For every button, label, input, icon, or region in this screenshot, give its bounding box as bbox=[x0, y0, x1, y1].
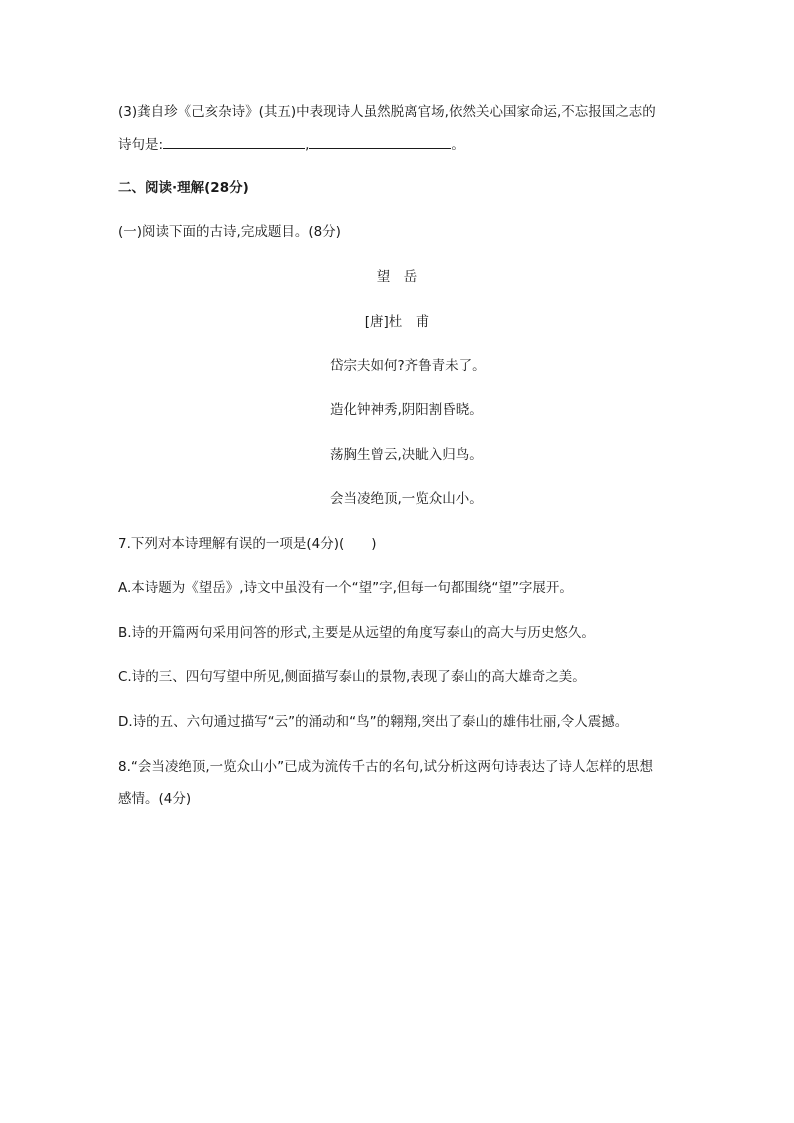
section-2-title: 二、阅读·理解(28分) bbox=[118, 180, 249, 196]
question-7-stem: 7.下列对本诗理解有误的一项是(4分)( ) bbox=[118, 536, 377, 552]
answer-blank-1[interactable] bbox=[163, 134, 305, 149]
part-1-instruction: (一)阅读下面的古诗,完成题目。(8分) bbox=[118, 224, 341, 240]
question-7-option-c[interactable]: C.诗的三、四句写望中所见,侧面描写泰山的景物,表现了泰山的高大雄奇之美。 bbox=[118, 669, 586, 685]
question-3-end: 。 bbox=[451, 137, 465, 153]
question-3-prefix: 诗句是: bbox=[118, 137, 164, 153]
question-3-separator: , bbox=[305, 137, 310, 153]
question-8-line-2: 感情。(4分) bbox=[118, 791, 192, 807]
poem-line-2: 造化钟神秀,阴阳割昏晓。 bbox=[330, 402, 483, 418]
poem-line-4: 会当凌绝顶,一览众山小。 bbox=[330, 491, 483, 507]
question-7-option-b[interactable]: B.诗的开篇两句采用问答的形式,主要是从远望的角度写泰山的高大与历史悠久。 bbox=[118, 625, 595, 641]
question-8-line-1: 8.“会当凌绝顶,一览众山小”已成为流传千古的名句,试分析这两句诗表达了诗人怎样的思想 bbox=[118, 759, 653, 775]
question-7-option-d[interactable]: D.诗的五、六句通过描写“云”的涌动和“鸟”的翱翔,突出了泰山的雄伟壮丽,令人震撼。 bbox=[118, 714, 629, 730]
question-3-line-1: (3)龚自珍《己亥杂诗》(其五)中表现诗人虽然脱离官场,依然关心国家命运,不忘报国之志的 bbox=[118, 104, 656, 120]
answer-blank-2[interactable] bbox=[309, 134, 451, 149]
poem-author: [唐]杜 甫 bbox=[364, 314, 430, 330]
poem-line-1: 岱宗夫如何?齐鲁青未了。 bbox=[330, 358, 486, 374]
question-7-option-a[interactable]: A.本诗题为《望岳》,诗文中虽没有一个“望”字,但每一句都围绕“望”字展开。 bbox=[118, 580, 573, 596]
question-3-line-2 bbox=[118, 134, 465, 155]
poem-line-3: 荡胸生曾云,决眦入归鸟。 bbox=[330, 447, 483, 463]
poem-title: 望 岳 bbox=[376, 269, 418, 285]
